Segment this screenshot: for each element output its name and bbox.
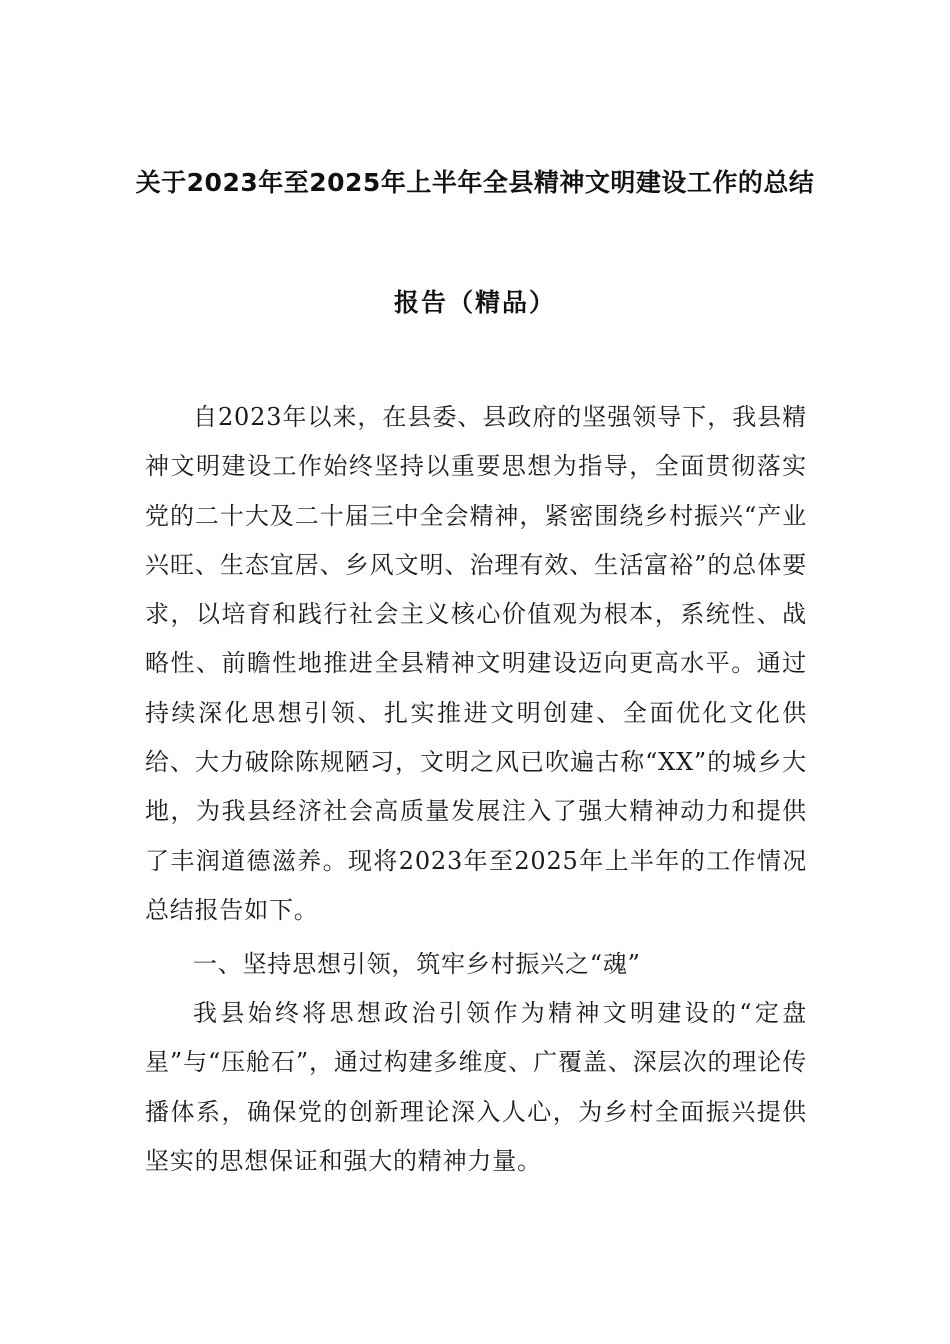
body-paragraph-2: 我县始终将思想政治引领作为精神文明建设的“定盘星”与“压舱石”，通过构建多维度、广覆盖、深层次的理论传播体系，确保党的创新理论深入人心，为乡村全面振兴提供坚实的思想保证和强大的精神力量。 bbox=[145, 999, 807, 1175]
body-paragraph-1: 自2023年以来，在县委、县政府的坚强领导下，我县精神文明建设工作始终坚持以重要思想为指导，全面贯彻落实党的二十大及二十届三中全会精神，紧密围绕乡村振兴“产业兴旺、生态宜居、乡风文明、治理有效、生活富裕”的总体要求，以培育和践行社会主义核心价值观为根本，系统性、战略性、前瞻性地推进全县精神文明建设迈向更高水平。通过持续深化思想引领、扎实推进文明创建、全面优化文化供给、大力破除陈规陋习，文明之风已吹遍古称“XX”的城乡大地，为我县经济社会高质量发展注入了强大精神动力和提供了丰润道德滋养。现将2023年至2025年上半年的工作情况总结报告如下。 bbox=[145, 403, 807, 924]
document-title-line2: 报告（精品） bbox=[393, 288, 556, 317]
document-title-line1: 关于2023年至2025年上半年全县精神文明建设工作的总结 bbox=[135, 168, 815, 197]
section-heading-1: 一、坚持思想引领，筑牢乡村振兴之“魂” bbox=[193, 950, 641, 978]
